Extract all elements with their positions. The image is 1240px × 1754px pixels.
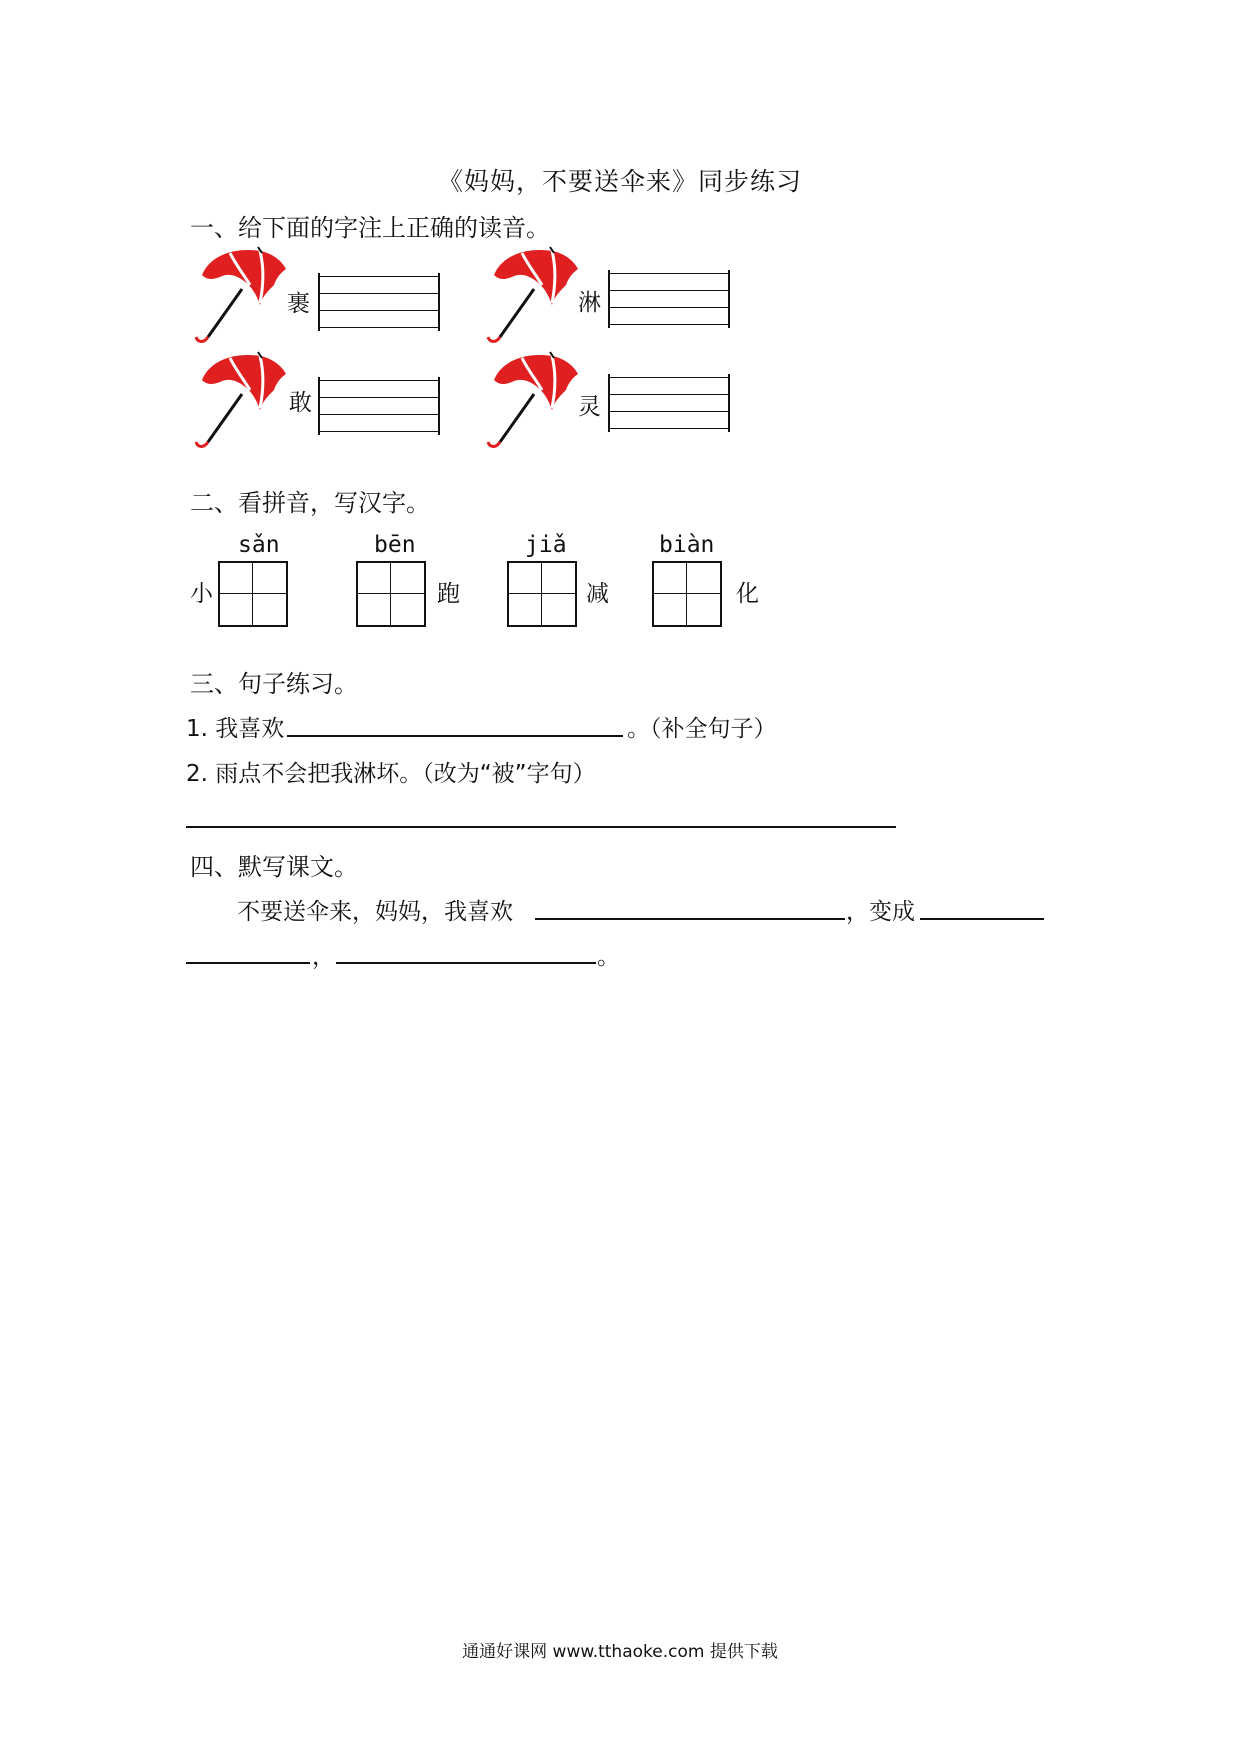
question-1-suffix: 。（补全句子） xyxy=(627,716,777,742)
section-3-heading: 三、句子练习。 xyxy=(190,670,358,698)
umbrella-icon xyxy=(482,245,582,345)
umbrella-icon xyxy=(190,245,290,345)
char-lin: 淋 xyxy=(578,290,601,316)
pinyin-write-lines[interactable] xyxy=(608,270,730,328)
pinyin-label: biàn xyxy=(659,532,715,558)
section-2-heading: 二、看拼音，写汉字。 xyxy=(190,489,430,517)
answer-blank[interactable] xyxy=(186,826,896,828)
page-title: 《妈妈，不要送伞来》同步练习 xyxy=(437,167,802,196)
word-after: 减 xyxy=(586,581,609,607)
umbrella-icon xyxy=(190,350,290,450)
char-ling: 灵 xyxy=(578,394,601,420)
section-1-heading: 一、给下面的字注上正确的读音。 xyxy=(190,214,550,242)
answer-blank[interactable] xyxy=(535,918,845,920)
word-before: 小 xyxy=(190,581,213,607)
pinyin-write-lines[interactable] xyxy=(608,374,730,432)
answer-blank[interactable] xyxy=(336,962,596,964)
word-after: 化 xyxy=(736,581,759,607)
umbrella-icon xyxy=(482,350,582,450)
tianzige-box[interactable] xyxy=(356,561,426,627)
pinyin-label: bēn xyxy=(374,532,416,558)
recite-line-1-mid: ，变成 xyxy=(846,899,915,925)
pinyin-write-lines[interactable] xyxy=(318,273,440,331)
answer-blank[interactable] xyxy=(920,918,1044,920)
tianzige-box[interactable] xyxy=(218,561,288,627)
pinyin-label: jiǎ xyxy=(525,532,567,558)
tianzige-box[interactable] xyxy=(507,561,577,627)
answer-blank[interactable] xyxy=(287,735,623,737)
tianzige-box[interactable] xyxy=(652,561,722,627)
char-guo: 裹 xyxy=(287,291,310,317)
answer-blank[interactable] xyxy=(186,962,310,964)
word-after: 跑 xyxy=(437,581,460,607)
pinyin-label: sǎn xyxy=(238,532,280,558)
recite-line-2-comma: ， xyxy=(312,944,335,970)
question-2: 2. 雨点不会把我淋坏。（改为“被”字句） xyxy=(186,761,596,787)
recite-line-2-end: 。 xyxy=(597,944,620,970)
footer-credit: 通通好课网 www.tthaoke.com 提供下载 xyxy=(462,1642,778,1662)
section-4-heading: 四、默写课文。 xyxy=(190,853,358,881)
recite-line-1-prefix: 不要送伞来，妈妈，我喜欢 xyxy=(237,899,513,925)
char-gan: 敢 xyxy=(289,390,312,416)
question-1-prefix: 1. 我喜欢 xyxy=(186,716,285,742)
pinyin-write-lines[interactable] xyxy=(318,377,440,435)
